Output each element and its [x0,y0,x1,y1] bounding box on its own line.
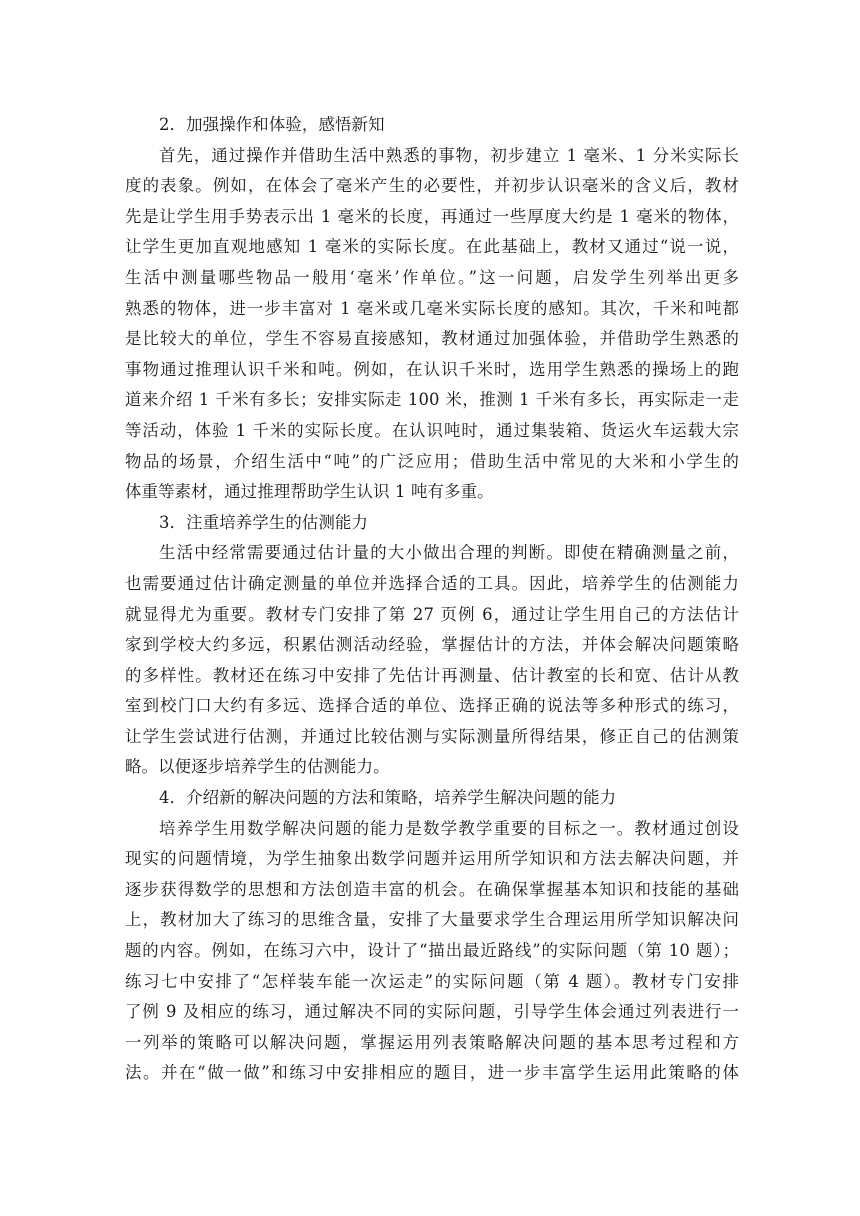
paragraph-line: 的多样性。教材还在练习中安排了先估计再测量、估计教室的长和宽、估计从教 [125,665,739,685]
document-body [125,110,739,1089]
section-heading-3: 3．注重培养学生的估测能力 [159,512,369,532]
paragraph-line: 等活动，体验 1 千米的实际长度。在认识吨时，通过集装箱、货运火车运载大宗 [125,420,739,440]
paragraph-line: 练习七中安排了“怎样装车能一次运走”的实际问题（第 4 题）。教材专门安排 [125,971,739,991]
paragraph-line: 让学生尝试进行估测，并通过比较估测与实际测量所得结果，修正自己的估测策 [125,726,739,746]
paragraph-line: 家到学校大约多远，积累估测活动经验，掌握估计的方法，并体会解决问题策略 [125,635,739,655]
paragraph-line: 了例 9 及相应的练习，通过解决不同的实际问题，引导学生体会通过列表进行一 [125,1002,739,1022]
paragraph-line: 让学生更加直观地感知 1 毫米的实际长度。在此基础上，教材又通过“说一说， [125,237,739,257]
paragraph-line: 物品的场景，介绍生活中“吨”的广泛应用；借助生活中常见的大米和小学生的 [125,451,739,471]
paragraph-line: 培养学生用数学解决问题的能力是数学教学重要的目标之一。教材通过创设 [159,818,739,838]
paragraph-line: 是比较大的单位，学生不容易直接感知，教材通过加强体验，并借助学生熟悉的 [125,329,739,349]
paragraph-line: 一列举的策略可以解决问题，掌握运用列表策略解决问题的基本思考过程和方 [125,1032,739,1052]
paragraph-line: 就显得尤为重要。教材专门安排了第 27 页例 6，通过让学生用自己的方法估计 [125,604,739,624]
paragraph-line: 法。并在“做一做”和练习中安排相应的题目，进一步丰富学生运用此策略的体 [125,1063,739,1083]
paragraph-line: 生活中测量哪些物品一般用‘毫米’作单位。”这一问题，启发学生列举出更多 [125,267,739,287]
paragraph-line: 题的内容。例如，在练习六中，设计了“描出最近路线”的实际问题（第 10 题）； [125,941,739,961]
paragraph-line: 首先，通过操作并借助生活中熟悉的事物，初步建立 1 毫米、1 分米实际长 [159,145,739,165]
paragraph-line: 道来介绍 1 千米有多长；安排实际走 100 米，推测 1 千米有多长，再实际走一走 [125,390,739,410]
section-heading-4: 4．介绍新的解决问题的方法和策略，培养学生解决问题的能力 [159,788,617,808]
paragraph-line: 熟悉的物体，进一步丰富对 1 毫米或几毫米实际长度的感知。其次，千米和吨都 [125,298,739,318]
paragraph-line: 生活中经常需要通过估计量的大小做出合理的判断。即使在精确测量之前， [159,543,739,563]
paragraph-line: 事物通过推理认识千米和吨。例如，在认识千米时，选用学生熟悉的操场上的跑 [125,359,739,379]
paragraph-line: 略。以便逐步培养学生的估测能力。 [125,757,390,777]
paragraph-line: 现实的问题情境，为学生抽象出数学问题并运用所学知识和方法去解决问题，并 [125,849,739,869]
paragraph-line: 室到校门口大约有多远、选择合适的单位、选择正确的说法等多种形式的练习， [125,696,739,716]
paragraph-line: 也需要通过估计确定测量的单位并选择合适的工具。因此，培养学生的估测能力 [125,573,739,593]
paragraph-line: 体重等素材，通过推理帮助学生认识 1 吨有多重。 [125,482,494,502]
section-heading-2: 2．加强操作和体验，感悟新知 [159,115,385,134]
paragraph-line: 度的表象。例如，在体会了毫米产生的必要性，并初步认识毫米的含义后，教材 [125,176,739,196]
paragraph-line: 先是让学生用手势表示出 1 毫米的长度，再通过一些厚度大约是 1 毫米的物体， [125,206,739,226]
paragraph-line: 逐步获得数学的思想和方法创造丰富的机会。在确保掌握基本知识和技能的基础 [125,879,739,899]
paragraph-line: 上，教材加大了练习的思维含量，安排了大量要求学生合理运用所学知识解决问 [125,910,739,930]
